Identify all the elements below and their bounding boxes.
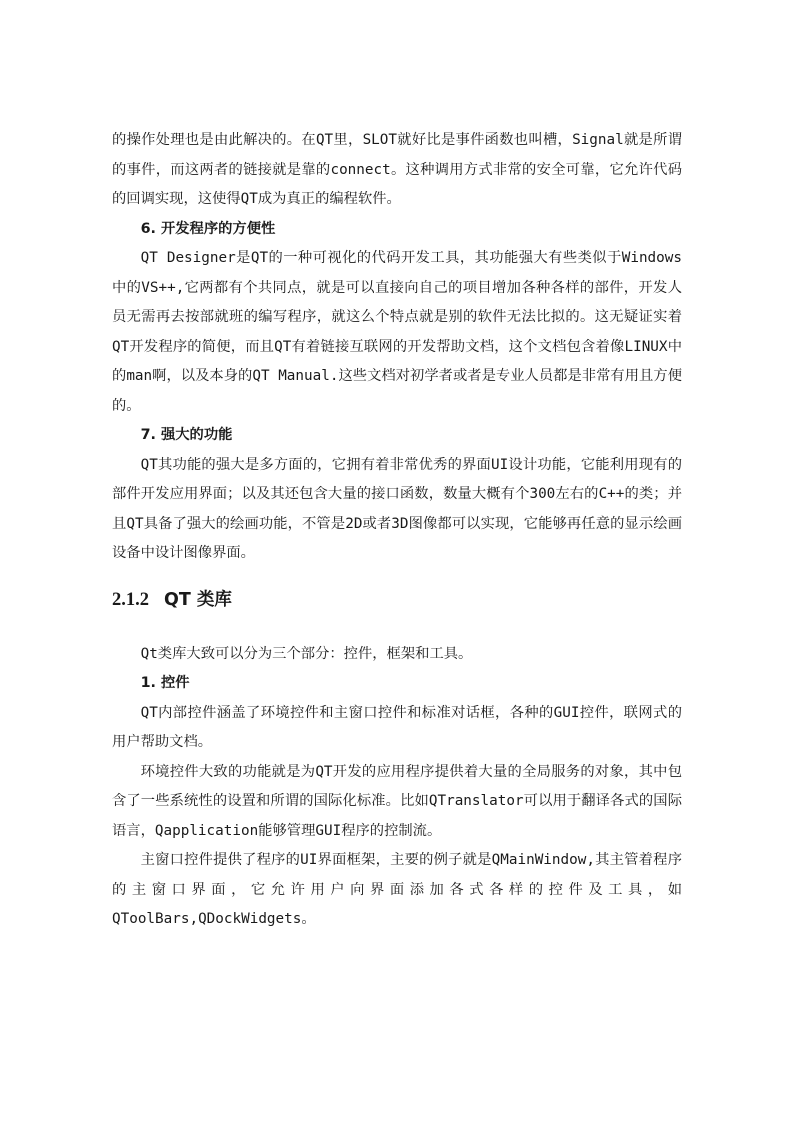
section-title: QT 类库 [164,589,232,610]
section-heading [112,584,682,616]
paragraph-main-window-controls: 主窗口控件提供了程序的UI界面框架，主要的例子就是QMainWindow,其主管着程序的主窗口界面，它允许用户向界面添加各式各样的控件及工具，如QToolBars,QDockWidgets。 [112,852,682,927]
paragraph-environment-controls: 环境控件大致的功能就是为QT开发的应用程序提供着大量的全局服务的对象，其中包含了一些系统性的设置和所谓的国际化标准。比如QTranslator可以用于翻译各式的国际语言，Qapplication能够管理GUI程序的控制流。 [112,763,682,839]
document-page [112,126,682,935]
paragraph-class-library-intro: Qt类库大致可以分为三个部分：控件，框架和工具。 [140,645,473,662]
paragraph-qt-designer: QT Designer是QT的一种可视化的代码开发工具，其功能强大有些类似于Windows中的VS++,它两都有个共同点，就是可以直接向自己的项目增加各种各样的部件，开发人员无需再去按部就班的编写程序，就这么个特点就是别的软件无法比拟的。这无疑证实着QT开发程序的简便，而且QT有着链接互联网的开发帮助文档，这个文档包含着像LINUX中的man啊，以及本身的QT Manual.这些文档对初学者或者是专业人员都是非常有用且方便的。 [112,250,682,414]
heading-controls: 1. 控件 [140,675,190,691]
paragraph-signal-slot: 的操作处理也是由此解决的。在QT里，SLOT就好比是事件函数也叫槽，Signal就是所谓的事件，而这两者的链接就是靠的connect。这种调用方式非常的安全可靠，它允许代码的回调实现，这使得QT成为真正的编程软件。 [112,132,682,207]
paragraph-controls-overview: QT内部控件涵盖了环境控件和主窗口控件和标准对话框，各种的GUI控件，联网式的用户帮助文档。 [112,704,682,750]
heading-powerful-features: 7. 强大的功能 [140,427,233,443]
paragraph-powerful-features: QT其功能的强大是多方面的，它拥有着非常优秀的界面UI设计功能，它能利用现有的部件开发应用界面；以及其还包含大量的接口函数，数量大概有个300左右的C++的类；并且QT具备了强大的绘画功能，不管是2D或者3D图像都可以实现，它能够再任意的显示绘画设备中设计图像界面。 [112,456,682,561]
section-number: 2.1.2 [112,589,149,610]
heading-convenience: 6. 开发程序的方便性 [140,220,276,237]
